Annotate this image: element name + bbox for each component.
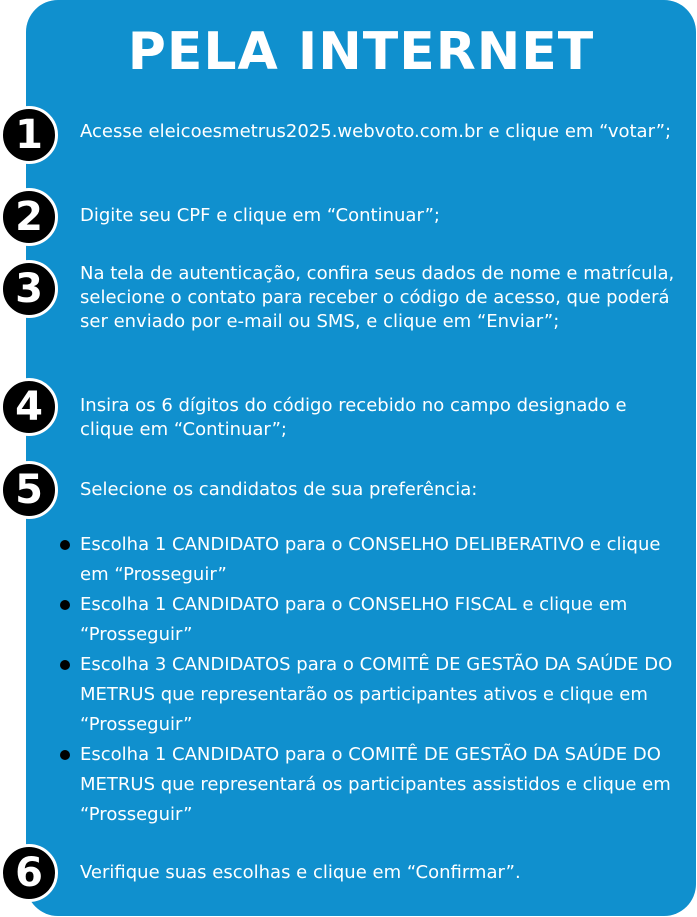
bullet-text: Escolha 1 CANDIDATO para o CONSELHO DELIBERATIVO e clique em “Prosseguir” [80,534,661,585]
step-text-4: Insira os 6 dígitos do código recebido no campo designado e clique em “Continuar”; [80,395,627,440]
step-text-1: Acesse eleicoesmetrus2025.webvoto.com.br e clique em “votar”; [80,121,672,142]
step-number-3: 3 [0,260,58,318]
list-item [60,650,680,740]
bullet-text: Escolha 1 CANDIDATO para o CONSELHO FISCAL e clique em “Prosseguir” [80,594,628,645]
step-text-3: Na tela de autenticação, confira seus dados de nome e matrícula, selecione o contato para receber o código de acesso, que poderá ser enviado por e-mail ou SMS, e clique em “Enviar”; [80,263,675,332]
list-item [60,740,680,830]
step-text-5: Selecione os candidatos de sua preferência: [80,479,478,500]
bullet-text: Escolha 1 CANDIDATO para o COMITÊ DE GESTÃO DA SAÚDE DO METRUS que representará os participantes assistidos e clique em “Prosseguir” [80,744,671,825]
bullet-text: Escolha 3 CANDIDATOS para o COMITÊ DE GESTÃO DA SAÚDE DO METRUS que representarão os participantes ativos e clique em “Prosseguir” [80,654,673,735]
bullet-icon [60,540,70,550]
page-title: PELA INTERNET [127,22,595,82]
step-text-2: Digite seu CPF e clique em “Continuar”; [80,205,440,226]
step-text-6: Verifique suas escolhas e clique em “Confirmar”. [80,862,521,883]
step-number-1: 1 [0,106,58,164]
list-item [60,530,680,590]
step-number-6: 6 [0,844,58,902]
candidate-list [60,530,680,830]
step-number-2: 2 [0,188,58,246]
list-item [60,590,680,650]
step-number-4: 4 [0,378,58,436]
bullet-icon [60,750,70,760]
bullet-icon [60,600,70,610]
step-number-5: 5 [0,461,58,519]
bullet-icon [60,660,70,670]
